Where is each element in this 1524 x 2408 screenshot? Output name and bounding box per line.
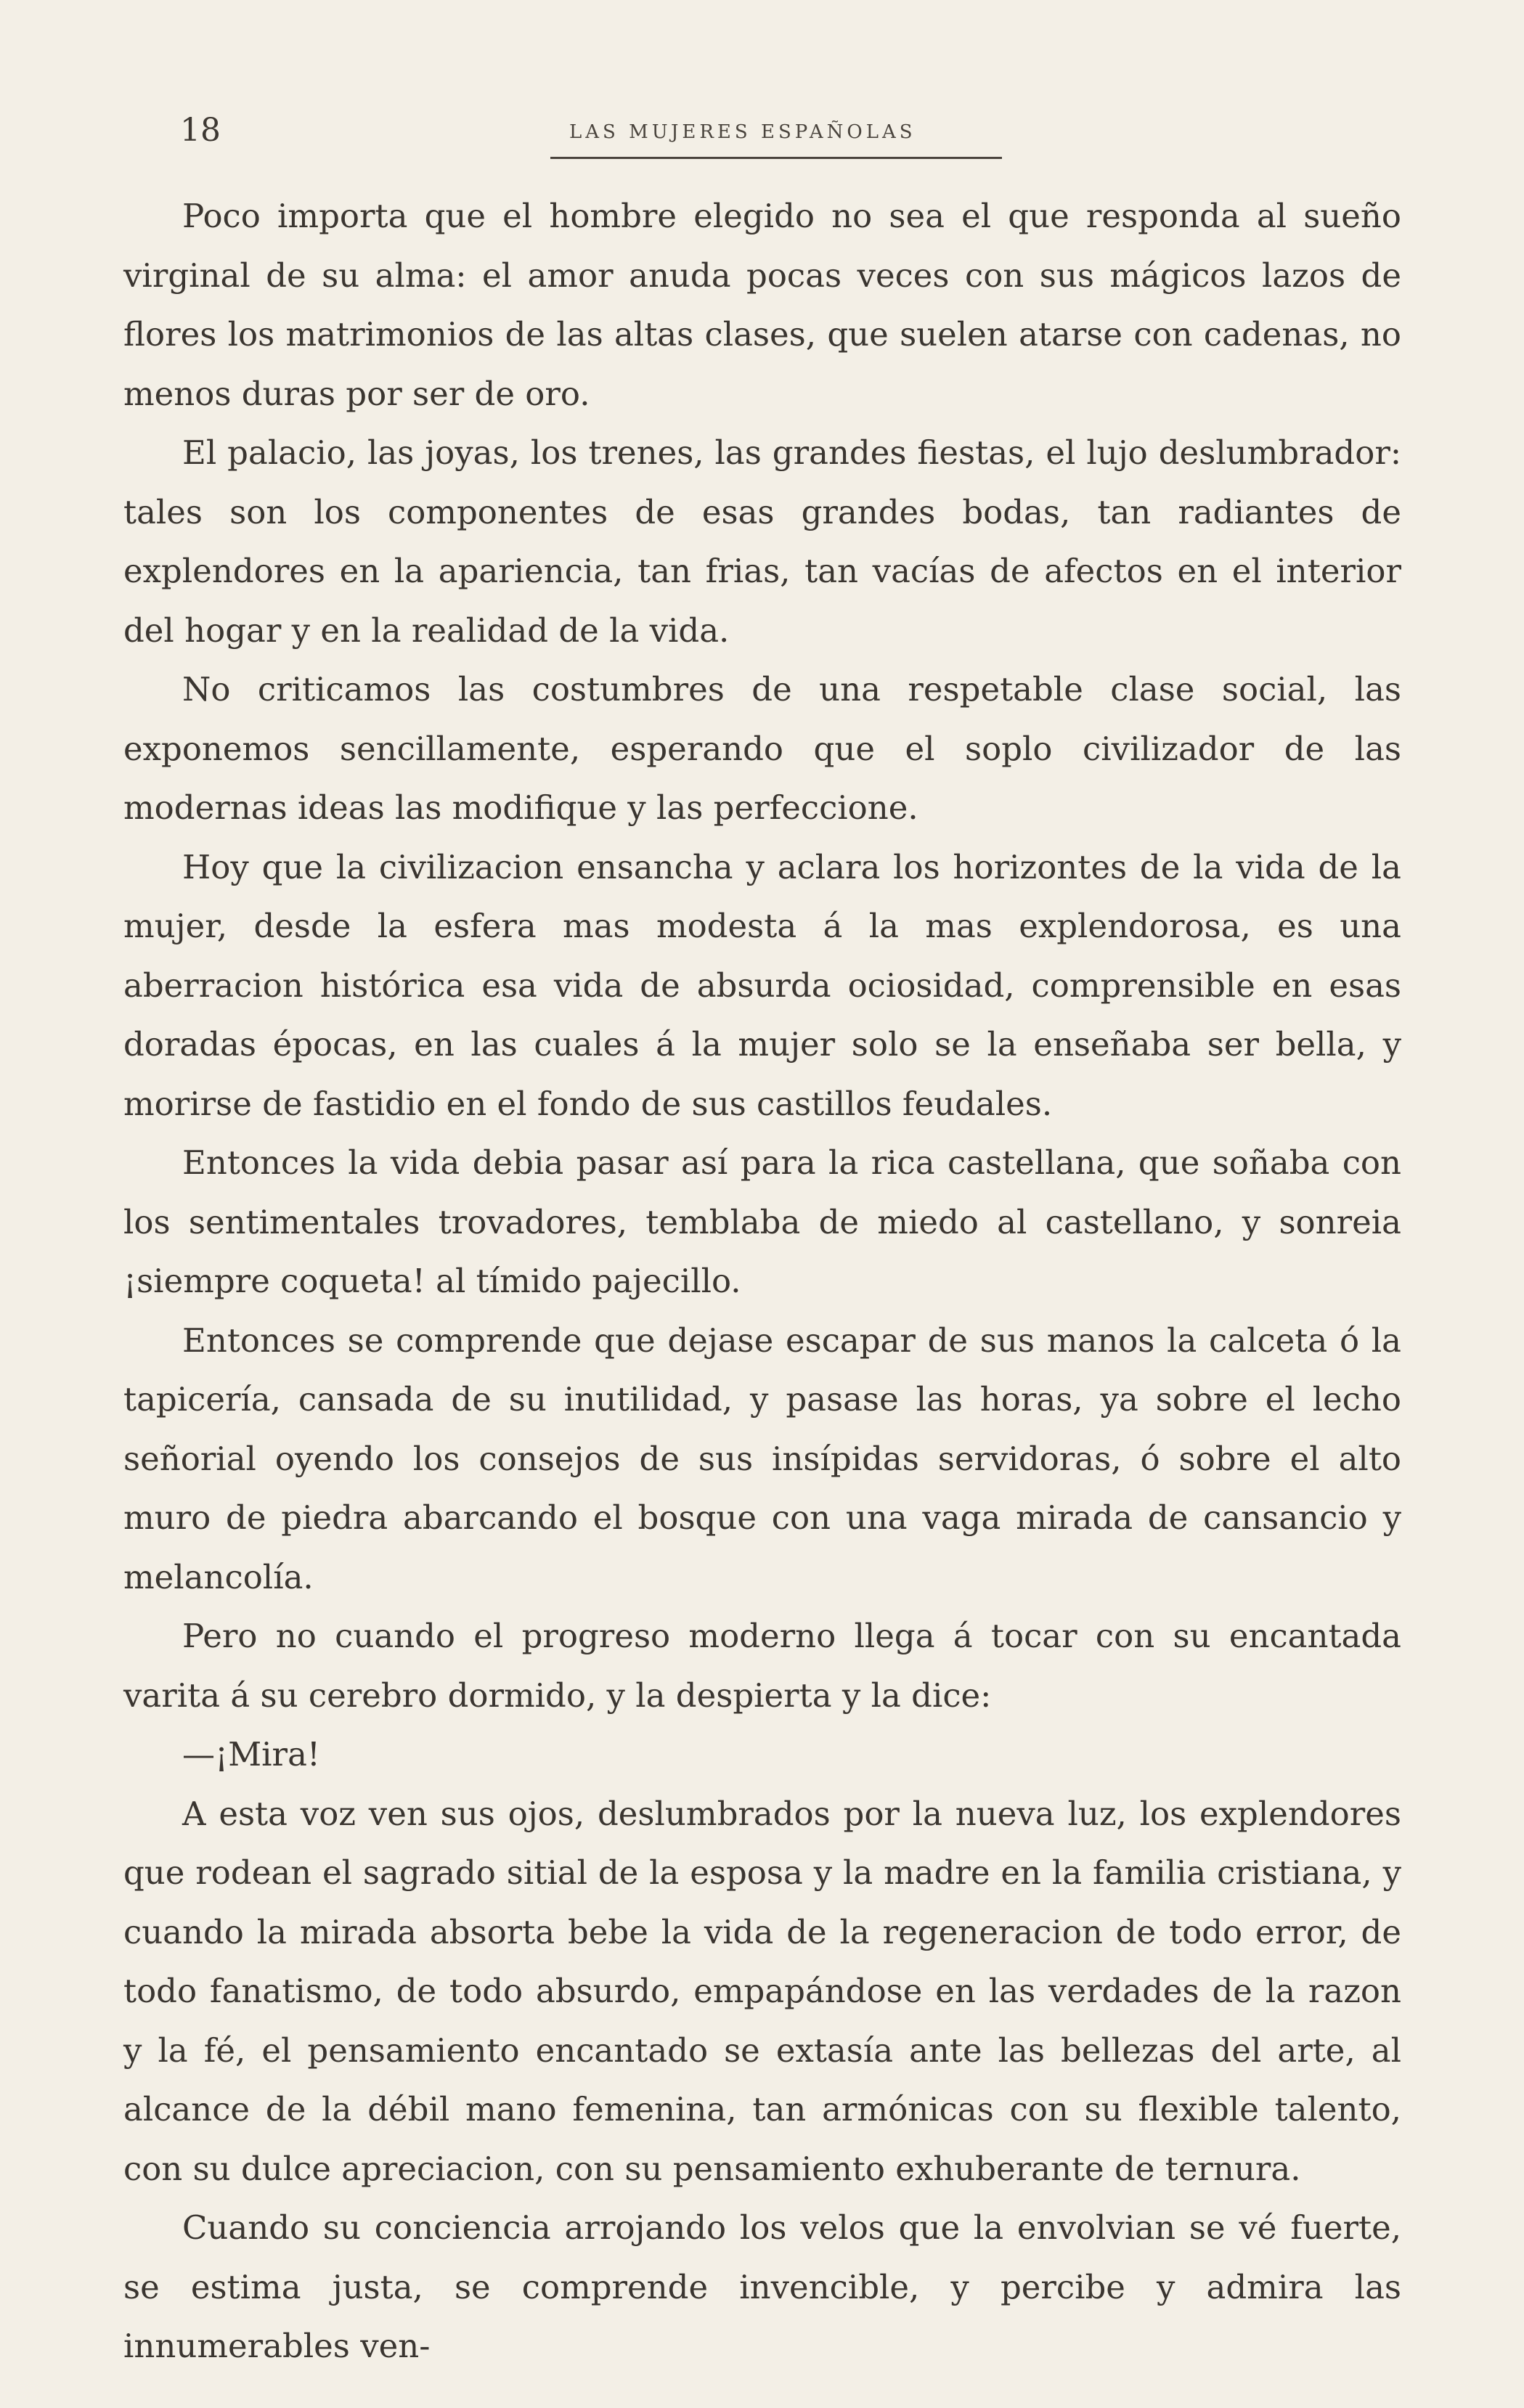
- paragraph: Hoy que la civilizacion ensancha y aclara los horizontes de la vida de la mujer, desde la esfera mas modesta á la mas explendorosa, es una aberracion histórica esa vida de absurda ociosidad, comprensible en esas doradas épocas, en las cuales á la mujer solo se la enseñaba ser bella, y morirse de fastidio en el fondo de sus castillos feudales.: [123, 847, 1401, 1123]
- paragraph: No criticamos las costumbres de una respetable clase social, las exponemos sencillamente, esperando que el soplo civilizador de las modernas ideas las modifique y las perfeccione.: [123, 670, 1401, 827]
- paragraph: A esta voz ven sus ojos, deslumbrados por la nueva luz, los explendores que rodean el sagrado sitial de la esposa y la madre en la familia cristiana, y cuando la mirada absorta bebe la vida de la regeneracion de todo error, de todo fanatismo, de todo absurdo, empapándose en las verdades de la razon y la fé, el pensamiento encantado se extasía ante las bellezas del arte, al alcance de la débil mano femenina, tan armónicas con su flexible talento, con su dulce apreciacion, con su pensamiento exhuberante de ternura.: [123, 1794, 1401, 2188]
- header-rule: [550, 157, 1002, 159]
- page-header: [180, 109, 1394, 152]
- paragraph: Poco importa que el hombre elegido no sea el que responda al sueño virginal de su alma: el amor anuda pocas veces con sus mágicos lazos de flores los matrimonios de las altas clases, que suelen atarse con cadenas, no menos duras por ser de oro.: [123, 197, 1401, 413]
- paragraph: Cuando su conciencia arrojando los velos que la envolvian se vé fuerte, se estima justa, se comprende invencible, y percibe y admira las innumerables ven-: [123, 2208, 1401, 2365]
- dialogue-line: —¡Mira!: [182, 1735, 320, 1774]
- page-number: 18: [180, 112, 221, 149]
- paragraph: Entonces la vida debia pasar así para la rica castellana, que soñaba con los sentimentales trovadores, temblaba de miedo al castellano, y sonreia ¡siempre coqueta! al tímido pajecillo.: [123, 1143, 1401, 1300]
- paragraph: Pero no cuando el progreso moderno llega á tocar con su encantada varita á su cerebro dormido, y la despierta y la dice:: [123, 1617, 1401, 1715]
- paragraph: Entonces se comprende que dejase escapar de sus manos la calceta ó la tapicería, cansada de su inutilidad, y pasase las horas, ya sobre el lecho señorial oyendo los consejos de sus insípidas servidoras, ó sobre el alto muro de piedra abarcando el bosque con una vaga mirada de cansancio y melancolía.: [123, 1321, 1401, 1596]
- running-title: LAS MUJERES ESPAÑOLAS: [569, 121, 916, 143]
- paragraph: El palacio, las joyas, los trenes, las grandes fiestas, el lujo deslumbrador: tales son los componentes de esas grandes bodas, tan radiantes de explendores en la apariencia, tan frias, tan vacías de afectos en el interior del hogar y en la realidad de la vida.: [123, 433, 1401, 650]
- body-text: [123, 187, 1401, 2376]
